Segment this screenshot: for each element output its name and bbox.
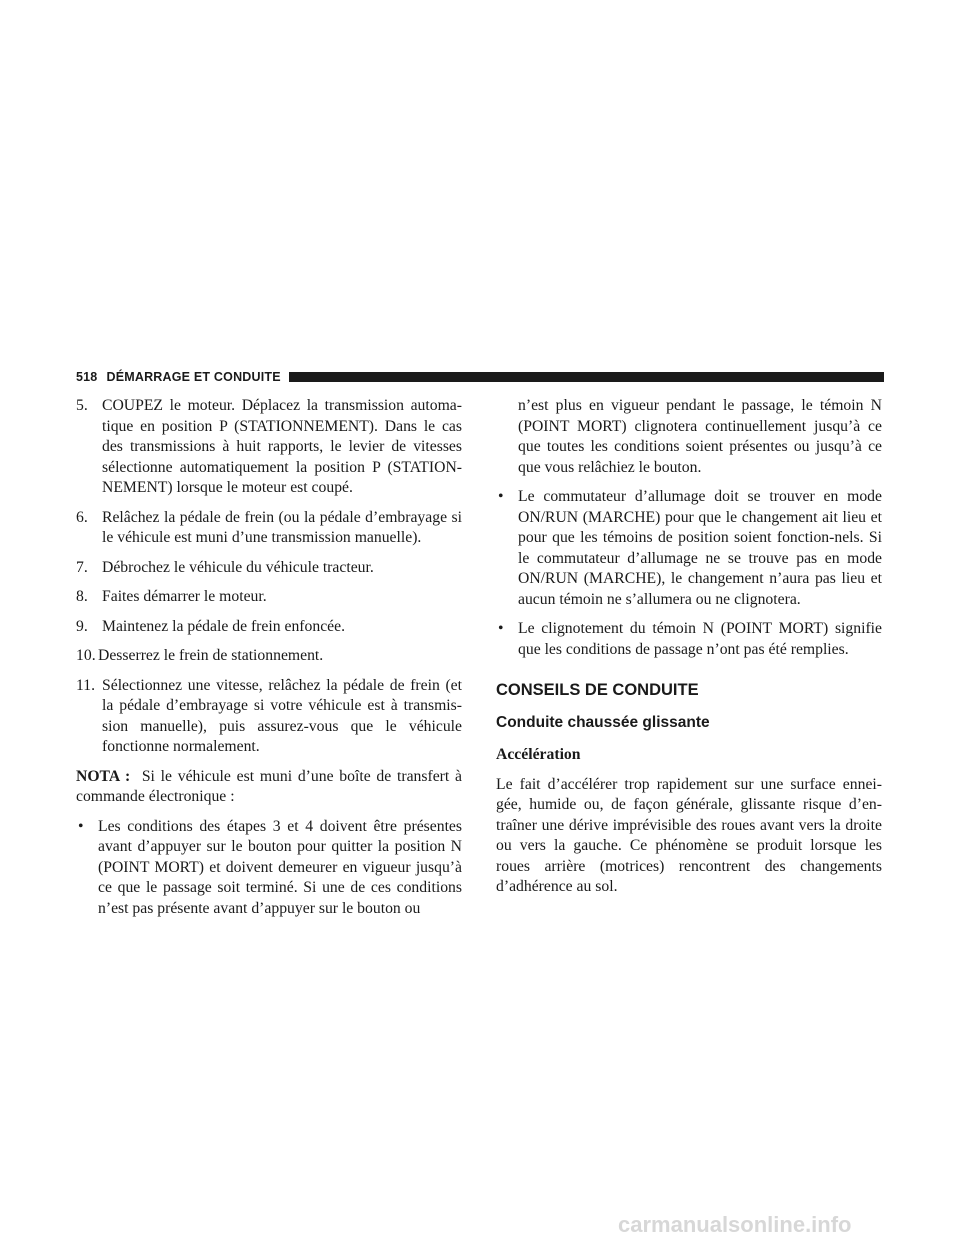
nota: [76, 767, 462, 808]
page-number: 518: [76, 370, 98, 384]
step-6: 6. Relâchez la pédale de frein (ou la pédale d’embrayage si le véhicule est muni d’une transmission manuelle).: [76, 508, 462, 546]
bullet-conditions-continued: n’est plus en vigueur pendant le passage, le témoin N (POINT MORT) clignotera continuellement jusqu’à ce que toutes les conditions soient présentes ou jusqu’à ce que vous relâchiez le bouton.: [518, 397, 882, 476]
heading-slippery-road: Conduite chaussée glissante: [496, 713, 710, 731]
heading-driving-tips: CONSEILS DE CONDUITE: [496, 681, 699, 699]
nota-text: Si le véhicule est muni d’une boîte de transfert à commande électronique :: [76, 767, 462, 805]
step-11: 11. Sélectionnez une vitesse, relâchez la pédale de frein (et la pédale d’embrayage si votre véhicule est à transmis-sion manuelle), puis assurez-vous que le véhicule fonctionne normalement.: [76, 676, 462, 755]
watermark: carmanualsonline.info: [618, 1212, 852, 1237]
nota-label: NOTA :: [76, 767, 131, 785]
header-rule: [289, 372, 884, 382]
bullet-ignition: • Le commutateur d’allumage doit se trouver en mode ON/RUN (MARCHE) pour que le changement ait lieu et pour que les témoins de position soient fonction-nels. Si le commutateur d’allumage ne se trouve pas en mode ON/RUN (MARCHE), le changement n’aura pas lieu et aucun témoin ne s’allumera ou ne clignotera.: [498, 488, 882, 608]
left-column: [76, 396, 462, 928]
heading-acceleration: Accélération: [496, 746, 581, 763]
step-10: 10. Desserrez le frein de stationnement.: [76, 647, 324, 664]
bullet-blinking: • Le clignotement du témoin N (POINT MORT) signifie que les conditions de passage n’ont pas été remplies.: [498, 620, 882, 658]
bullet-dot: •: [498, 620, 504, 637]
bullet-dot: •: [498, 488, 504, 505]
right-column: [496, 396, 882, 907]
bullet-conditions: • Les conditions des étapes 3 et 4 doivent être présentes avant d’appuyer sur le bouton pour quitter la position N (POINT MORT) et doivent demeurer en vigueur jusqu’à ce que le passage soit terminé. Si une de ces conditions n’est pas présente avant d’appuyer sur le bouton ou: [78, 817, 462, 917]
section-title: DÉMARRAGE ET CONDUITE: [106, 370, 281, 384]
step-8: 8. Faites démarrer le moteur.: [76, 588, 267, 605]
page-header: [76, 367, 884, 387]
step-9: 9. Maintenez la pédale de frein enfoncée.: [76, 617, 346, 635]
bullet-dot: •: [78, 817, 84, 835]
step-5: 5. COUPEZ le moteur. Déplacez la transmission automa-tique en position P (STATIONNEMENT). Dans le cas des transmissions à huit rapports, le levier de vitesses sélectionne automatiquement la position P (STATION-NEMENT) lorsque le moteur est coupé.: [76, 397, 462, 496]
step-7: 7. Débrochez le véhicule du véhicule tracteur.: [76, 558, 374, 576]
acceleration-paragraph: Le fait d’accélérer trop rapidement sur une surface ennei-gée, humide ou, de façon générale, glissante risque d’en-traîner une dérive imprévisible des roues avant vers la droite ou vers la gauche. Ce phénomène se produit lorsque les roues arrière (motrices) rencontrent des changements d’adhérence au sol.: [496, 775, 882, 895]
